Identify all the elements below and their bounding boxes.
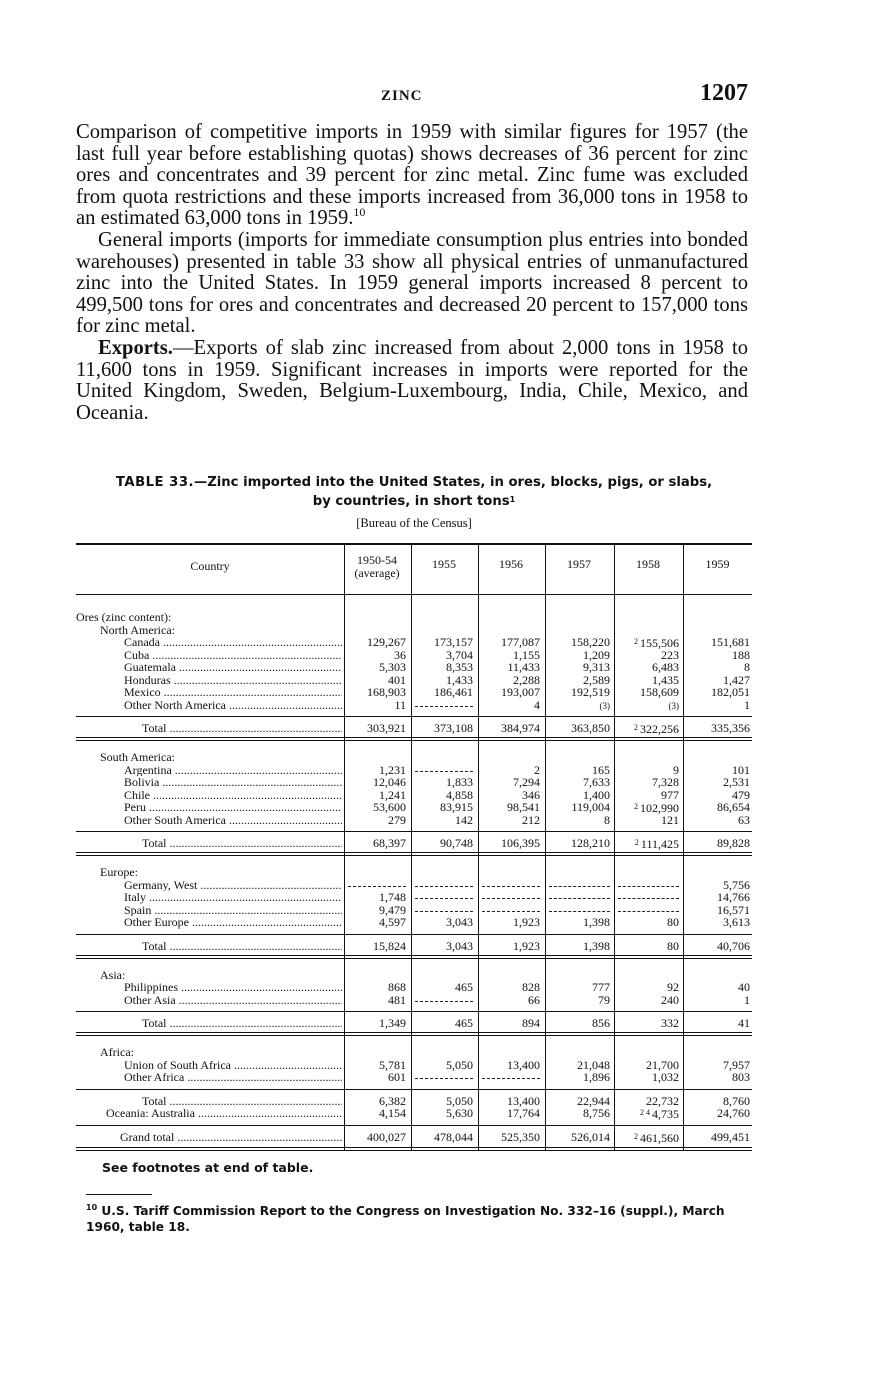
page-number: 1207 xyxy=(700,80,748,106)
table-cell: 478,044 xyxy=(434,1130,473,1144)
total-rule xyxy=(76,1089,752,1090)
table-cell: 89,828 xyxy=(717,836,750,850)
table-cell: 22,944 xyxy=(577,1093,610,1108)
table-cell: 36 xyxy=(394,647,406,662)
total-label: Total ..... xyxy=(142,1095,342,1108)
total-rule xyxy=(76,716,752,717)
table-cell: 177,087 xyxy=(501,635,540,649)
table-cell xyxy=(549,891,610,899)
table-cell: 158,220 xyxy=(571,635,610,649)
table-cell: 384,974 xyxy=(501,721,540,735)
table-cell: 240 xyxy=(661,992,679,1007)
row-label: Other South America ..... xyxy=(124,814,342,827)
section-subheading: Europe: xyxy=(100,866,138,879)
row-label: Other Asia ..... xyxy=(124,994,342,1007)
table-cell: 1,433 xyxy=(446,672,473,687)
column-rule xyxy=(478,543,479,1151)
section-subheading: South America: xyxy=(100,751,175,764)
table-cell: 1,209 xyxy=(583,647,610,662)
column-rule xyxy=(683,543,684,1151)
table-cell: 21,700 xyxy=(646,1057,679,1072)
table-cell: 13,400 xyxy=(507,1057,540,1072)
row-label: Mexico ..... xyxy=(124,686,342,699)
table-cell: $^{2 4}$ 4,735 xyxy=(640,1106,679,1121)
table-cell: 856 xyxy=(592,1016,610,1030)
oceania-label: Oceania: Australia ..... xyxy=(106,1107,342,1120)
table-cell: (3) xyxy=(668,700,679,711)
table-cell: 14,766 xyxy=(717,890,750,904)
table-cell: 168,903 xyxy=(367,685,406,699)
table-cell: 7,294 xyxy=(513,775,540,789)
table-cell: 24,760 xyxy=(717,1105,750,1120)
table-cell: 158,609 xyxy=(640,685,679,699)
table-cell: 21,048 xyxy=(577,1057,610,1072)
table-cell: 7,328 xyxy=(652,775,679,789)
body-text xyxy=(76,122,748,424)
table-cell: 868 xyxy=(388,980,406,994)
table-cell: 1,349 xyxy=(379,1016,406,1030)
table-cell: 193,007 xyxy=(501,685,540,699)
section-rule xyxy=(76,852,752,853)
table-cell xyxy=(482,879,540,887)
section-rule xyxy=(76,1032,752,1033)
table-cell: 400,027 xyxy=(367,1130,406,1144)
table-cell: 40 xyxy=(738,980,750,994)
table-bottom-rule xyxy=(76,1150,752,1151)
table-cell: 186,461 xyxy=(434,685,473,699)
table-cell: 1,435 xyxy=(652,672,679,687)
table-top-rule xyxy=(76,543,752,545)
table-cell: 479 xyxy=(732,787,750,802)
table-cell: 777 xyxy=(592,980,610,994)
table-cell: 9,479 xyxy=(379,902,406,917)
table-cell xyxy=(415,1071,473,1079)
table-cell: 828 xyxy=(522,980,540,994)
table-cell: 465 xyxy=(455,1016,473,1030)
table-bottom-rule xyxy=(76,1147,752,1148)
column-rule xyxy=(344,543,345,1151)
row-label: Other Africa ..... xyxy=(124,1071,342,1084)
table-cell: 41 xyxy=(738,1016,750,1030)
table-cell: 8,756 xyxy=(583,1105,610,1120)
header-bottom-rule xyxy=(76,594,752,595)
table-cell: 119,004 xyxy=(571,800,610,814)
table-cell: 1 xyxy=(744,697,750,712)
table-cell: 1,400 xyxy=(583,787,610,802)
table-cell xyxy=(482,1071,540,1079)
table-cell: (3) xyxy=(599,700,610,711)
row-label: Bolivia ..... xyxy=(124,776,342,789)
table-cell xyxy=(415,764,473,772)
table-cell: 1,923 xyxy=(513,938,540,953)
section-rule xyxy=(76,740,752,741)
table-cell: 83,915 xyxy=(440,800,473,814)
table-cell: 11 xyxy=(394,697,406,712)
col-header-1959: 1959 xyxy=(705,557,730,571)
table-cell: 1,896 xyxy=(583,1070,610,1084)
table-cell: 525,350 xyxy=(501,1130,540,1144)
table-cell: 92 xyxy=(667,980,679,994)
table-cell: 8,353 xyxy=(446,660,473,674)
table-cell: 15,824 xyxy=(373,938,406,953)
table-cell: 1,833 xyxy=(446,775,473,789)
total-label: Total ..... xyxy=(142,722,342,735)
table-cell: $^2$ 461,560 xyxy=(634,1131,679,1145)
table-cell: 101 xyxy=(732,762,750,777)
table-cell: 1,241 xyxy=(379,787,406,802)
table-cell xyxy=(348,879,406,887)
table-cell xyxy=(618,904,679,912)
running-header xyxy=(76,80,748,114)
table-cell: 1,427 xyxy=(723,672,750,687)
table-cell: 1,398 xyxy=(583,938,610,953)
table-cell: 1,398 xyxy=(583,915,610,929)
table-cell: 481 xyxy=(388,992,406,1007)
col-header-1958: 1958 xyxy=(636,557,660,571)
row-label: Argentina ..... xyxy=(124,764,342,777)
row-label: Canada ..... xyxy=(124,636,342,649)
table-cell: 53,600 xyxy=(373,800,406,814)
table-cell: 601 xyxy=(388,1070,406,1084)
table-cell xyxy=(618,879,679,887)
col-header-country: Country xyxy=(190,559,230,573)
paragraph-3: Exports.—Exports of slab zinc increased from about 2,000 tons in 1958 to 11,600 tons in 1959. Significant increases in imports were reported for the United Kingdom, Sweden, Belgium-Luxembourg, India, Chile, Mexico, and Oceania. xyxy=(76,336,748,424)
table-cell: 2,288 xyxy=(513,672,540,687)
table-cell: 212 xyxy=(522,812,540,827)
row-label: Honduras ..... xyxy=(124,674,342,687)
column-rule xyxy=(411,543,412,1151)
table-cell: 8 xyxy=(604,812,610,827)
section-heading: Ores (zinc content): xyxy=(76,611,172,624)
table-source: [Bureau of the Census] xyxy=(356,516,472,530)
table-cell xyxy=(415,994,473,1002)
section-subheading: North America: xyxy=(100,623,175,636)
table-cell: 9 xyxy=(673,762,679,777)
table-cell: 22,732 xyxy=(646,1093,679,1108)
table-cell: 2 xyxy=(534,762,540,777)
table-cell: 2,531 xyxy=(723,775,750,789)
run-in-heading: Exports. xyxy=(98,336,173,359)
table-cell: 68,397 xyxy=(373,836,406,850)
table-cell: 6,483 xyxy=(652,660,679,674)
table-cell xyxy=(549,904,610,912)
table-cell: 2,589 xyxy=(583,672,610,687)
table-cell: 16,571 xyxy=(717,902,750,917)
table-cell: 7,633 xyxy=(583,775,610,789)
table-cell: 303,921 xyxy=(367,721,406,735)
paragraph-1: Comparison of competitive imports in 1959 with similar figures for 1957 (the last full year before establishing quotas) shows decreases of 36 percent for zinc ores and concentrates and 39 percent for zinc metal. Zinc fume was excluded from quota restrictions and these imports increased from 36,000 tons in 1958 to an estimated 63,000 tons in 1959.10 xyxy=(76,121,748,230)
table-cell: 279 xyxy=(388,812,406,827)
section-subheading: Asia: xyxy=(100,968,126,981)
grand-total-label: Grand total ..... xyxy=(120,1131,342,1144)
table-cell: 188 xyxy=(732,647,750,662)
footnote-rule xyxy=(86,1194,152,1195)
table-cell: 98,541 xyxy=(507,800,540,814)
table-cell: 5,781 xyxy=(379,1057,406,1072)
table-cell xyxy=(415,879,473,887)
table-cell: 894 xyxy=(522,1016,540,1030)
table-cell xyxy=(618,891,679,899)
section-rule xyxy=(76,855,752,856)
table-cell: 223 xyxy=(661,647,679,662)
col-header-1950-54: 1950-54 (average) xyxy=(354,553,400,580)
row-label: Other Europe ..... xyxy=(124,916,342,929)
footnote: $^{10}$ U.S. Tariff Commission Report to the Congress on Investigation No. 332–16 (suppl.), March 1960, table 18. xyxy=(86,1203,725,1235)
table-cell: 17,764 xyxy=(507,1105,540,1120)
table-cell: 142 xyxy=(455,812,473,827)
total-rule xyxy=(76,1011,752,1012)
column-rule xyxy=(614,543,615,1151)
table-cell: 106,395 xyxy=(501,836,540,850)
table-cell: 332 xyxy=(661,1016,679,1030)
table-cell: 80 xyxy=(667,938,679,953)
table-cell: 1,923 xyxy=(513,915,540,929)
row-label: Union of South Africa ..... xyxy=(124,1059,342,1072)
row-label: Guatemala ..... xyxy=(124,661,342,674)
table-cell: 5,756 xyxy=(723,877,750,892)
row-label: Italy ..... xyxy=(124,891,342,904)
table-cell: 363,850 xyxy=(571,721,610,735)
table-cell: $^2$ 102,990 xyxy=(634,801,679,815)
table-cell: 63 xyxy=(738,812,750,827)
table-cell: 90,748 xyxy=(440,836,473,850)
table-cell: 4,597 xyxy=(379,915,406,929)
table-cell: 4,858 xyxy=(446,787,473,802)
table-cell: 8,760 xyxy=(723,1093,750,1108)
total-label: Total ..... xyxy=(142,1017,342,1030)
table-cell: 80 xyxy=(667,915,679,929)
table-cell: 1,032 xyxy=(652,1070,679,1084)
table-cell: 182,051 xyxy=(711,685,750,699)
table-cell: 5,050 xyxy=(446,1057,473,1072)
table-cell: 803 xyxy=(732,1070,750,1084)
data-table xyxy=(76,543,752,1155)
col-header-1957: 1957 xyxy=(567,557,591,571)
paragraph-2: General imports (imports for immediate consumption plus entries into bonded warehouses) presented in table 33 show all physical entries of unmanufactured zinc into the United States. In 1959 general imports increased 8 percent to 499,500 tons for ores and concentrates and decreased 20 percent to 157,000 tons for zinc metal. xyxy=(76,228,748,338)
table-cell: 1 xyxy=(744,992,750,1007)
table-cell: 121 xyxy=(661,812,679,827)
table-cell: 9,313 xyxy=(583,660,610,674)
table-cell: 128,210 xyxy=(571,836,610,850)
table-cell: 6,382 xyxy=(379,1093,406,1108)
table-cell: 173,157 xyxy=(434,635,473,649)
table-cell: 335,356 xyxy=(711,721,750,735)
table-cell: 129,267 xyxy=(367,635,406,649)
table-cell: 977 xyxy=(661,787,679,802)
total-rule xyxy=(76,934,752,935)
table-cell: 4,154 xyxy=(379,1105,406,1120)
table-cell: 13,400 xyxy=(507,1093,540,1108)
table-cell xyxy=(482,891,540,899)
table-cell xyxy=(415,699,473,707)
column-rule xyxy=(545,543,546,1151)
table-cell: 66 xyxy=(528,992,540,1007)
table-cell: 192,519 xyxy=(571,685,610,699)
running-title: ZINC xyxy=(381,88,423,104)
table-cell: 1,155 xyxy=(513,647,540,662)
table-cell: 151,681 xyxy=(711,635,750,649)
table-cell: 12,046 xyxy=(373,775,406,789)
table-cell: $^2$ 155,506 xyxy=(634,636,679,650)
see-footnotes-note: See footnotes at end of table. xyxy=(102,1160,314,1175)
table-cell: 3,704 xyxy=(446,647,473,662)
table-cell: 1,231 xyxy=(379,762,406,777)
row-label: Philippines ..... xyxy=(124,981,342,994)
section-rule xyxy=(76,955,752,956)
table-cell: 3,613 xyxy=(723,915,750,929)
table-cell: 7,957 xyxy=(723,1057,750,1072)
table-cell: 40,706 xyxy=(717,938,750,953)
col-header-1956: 1956 xyxy=(499,557,523,571)
table-title: TABLE 33.—Zinc imported into the United States, in ores, blocks, pigs, or slabs, by countries, in short tons$^1$ xyxy=(115,475,713,509)
table-cell xyxy=(549,879,610,887)
table-cell: $^2$ 322,256 xyxy=(634,722,679,736)
table-cell: 3,043 xyxy=(446,938,473,953)
table-cell: 526,014 xyxy=(571,1130,610,1144)
row-label: Peru ..... xyxy=(124,801,342,814)
table-cell: 8 xyxy=(744,660,750,674)
table-cell: 3,043 xyxy=(446,915,473,929)
table-cell xyxy=(482,904,540,912)
section-rule xyxy=(76,737,752,738)
table-cell: 11,433 xyxy=(507,660,540,674)
table-cell: 5,630 xyxy=(446,1105,473,1120)
table-cell: 499,451 xyxy=(711,1130,750,1144)
col-header-1955: 1955 xyxy=(432,557,456,571)
table-cell: 401 xyxy=(388,672,406,687)
section-rule xyxy=(76,958,752,959)
table-cell xyxy=(415,891,473,899)
table-cell: 165 xyxy=(592,762,610,777)
row-label: Other North America ..... xyxy=(124,699,342,712)
table-cell: 346 xyxy=(522,787,540,802)
table-cell: 5,303 xyxy=(379,660,406,674)
row-label: Cuba ..... xyxy=(124,649,342,662)
table-cell: 465 xyxy=(455,980,473,994)
total-label: Total ..... xyxy=(142,940,342,953)
table-cell: $^2$ 111,425 xyxy=(634,837,679,851)
grand-total-rule xyxy=(76,1125,752,1126)
table-cell: 4 xyxy=(534,697,540,712)
row-label: Spain ..... xyxy=(124,904,342,917)
total-label: Total ..... xyxy=(142,837,342,850)
table-cell: 5,050 xyxy=(446,1093,473,1108)
table-cell: 1,748 xyxy=(379,890,406,904)
section-rule xyxy=(76,1035,752,1036)
table-cell xyxy=(415,904,473,912)
table-cell: 79 xyxy=(598,992,610,1007)
total-rule xyxy=(76,831,752,832)
table-cell: 86,654 xyxy=(717,800,750,814)
row-label: Germany, West ..... xyxy=(124,879,342,892)
section-subheading: Africa: xyxy=(100,1046,134,1059)
footnote-ref: 10 xyxy=(353,205,366,220)
table-cell: 373,108 xyxy=(434,721,473,735)
row-label: Chile ..... xyxy=(124,789,342,802)
